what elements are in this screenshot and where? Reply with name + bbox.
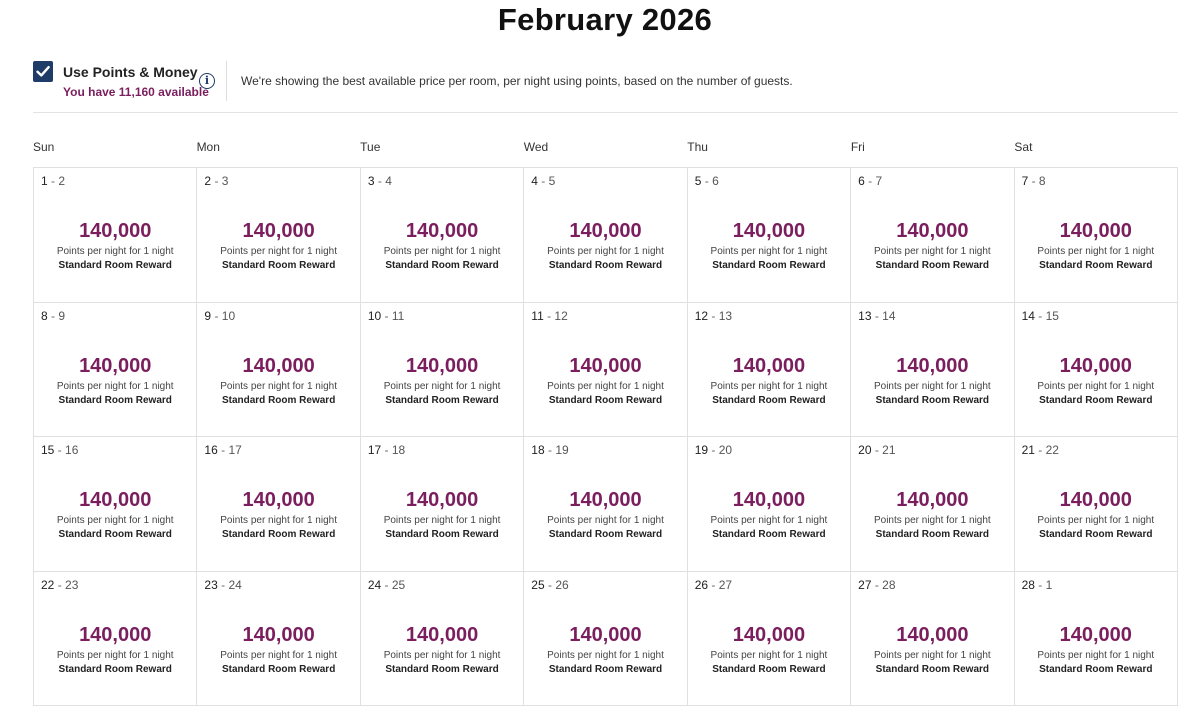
- room-type: Standard Room Reward: [875, 663, 990, 675]
- date-separator: -: [381, 308, 392, 323]
- check-out-date: 25: [391, 577, 406, 592]
- price-note: Points per night for 1 night: [1037, 515, 1155, 526]
- date-separator: -: [217, 443, 229, 457]
- price-note: Points per night for 1 night: [547, 515, 664, 526]
- room-type: Standard Room Reward: [58, 394, 172, 406]
- check-in-date: 16: [204, 443, 218, 457]
- points-price: 140,000: [732, 489, 806, 511]
- check-in-date: 27: [858, 577, 872, 592]
- price-note: Points per night for 1 night: [56, 649, 174, 661]
- calendar-day-cell[interactable]: [688, 572, 851, 707]
- points-price: 140,000: [732, 623, 806, 646]
- points-price: 140,000: [569, 489, 642, 511]
- calendar-day-cell[interactable]: [851, 303, 1014, 438]
- price-note: Points per night for 1 night: [383, 515, 501, 526]
- points-price: 140,000: [242, 489, 315, 511]
- weekday-sun: Sun: [33, 140, 55, 154]
- check-in-date: 9: [204, 308, 212, 323]
- date-range: [858, 174, 882, 188]
- room-type: Standard Room Reward: [58, 260, 172, 271]
- check-out-date: 15: [1045, 308, 1059, 323]
- date-separator: -: [544, 577, 556, 592]
- info-icon[interactable]: i: [199, 73, 215, 89]
- date-range: [1022, 174, 1046, 188]
- price-note: Points per night for 1 night: [547, 246, 664, 257]
- date-separator: -: [47, 174, 59, 188]
- calendar-day-cell[interactable]: [851, 572, 1014, 707]
- date-separator: -: [381, 577, 392, 592]
- points-price: 140,000: [405, 623, 479, 646]
- date-separator: -: [1034, 443, 1046, 457]
- room-type: Standard Room Reward: [712, 529, 826, 540]
- date-separator: -: [871, 443, 883, 457]
- points-price: 140,000: [79, 489, 152, 511]
- price-note: Points per night for 1 night: [710, 380, 828, 392]
- date-separator: -: [374, 174, 386, 188]
- price-note: Points per night for 1 night: [56, 515, 174, 526]
- price-note: Points per night for 1 night: [220, 380, 337, 392]
- points-available-text: You have 11,160 available: [63, 85, 209, 99]
- room-type: Standard Room Reward: [548, 529, 663, 540]
- date-separator: -: [708, 308, 719, 323]
- date-separator: -: [708, 577, 719, 592]
- check-out-date: 8: [1038, 174, 1046, 188]
- check-in-date: 8: [41, 308, 48, 323]
- room-type: Standard Room Reward: [1039, 394, 1153, 406]
- calendar-day-cell[interactable]: [197, 437, 360, 572]
- use-points-label[interactable]: Use Points & Money: [63, 64, 198, 80]
- room-type: Standard Room Reward: [712, 663, 826, 675]
- price-note: Points per night for 1 night: [56, 380, 174, 392]
- calendar-day-cell[interactable]: [197, 168, 360, 303]
- date-range: [204, 578, 241, 592]
- date-range: [1022, 443, 1059, 457]
- room-type: Standard Room Reward: [548, 394, 663, 406]
- points-price: 140,000: [1059, 489, 1132, 511]
- date-range: [41, 309, 65, 323]
- check-out-date: 10: [221, 308, 236, 323]
- price-note: Points per night for 1 night: [873, 380, 991, 392]
- points-price: 140,000: [79, 623, 152, 646]
- date-range: [204, 309, 235, 323]
- date-range: [368, 578, 405, 592]
- points-price: 140,000: [405, 354, 479, 377]
- calendar-day-cell[interactable]: [197, 572, 360, 707]
- check-in-date: 12: [694, 308, 709, 323]
- date-range: [368, 443, 405, 457]
- calendar-day-cell[interactable]: [688, 303, 851, 438]
- price-note: Points per night for 1 night: [383, 649, 501, 661]
- points-price: 140,000: [1059, 220, 1132, 242]
- check-out-date: 22: [1045, 443, 1059, 457]
- check-out-date: 27: [718, 577, 733, 592]
- check-out-date: 7: [875, 174, 883, 188]
- price-note: Points per night for 1 night: [710, 246, 828, 257]
- price-note: Points per night for 1 night: [547, 649, 664, 661]
- check-in-date: 1: [41, 174, 48, 188]
- points-price: 140,000: [732, 220, 806, 242]
- date-range: [368, 309, 405, 323]
- check-in-date: 18: [531, 443, 545, 457]
- calendar-day-cell[interactable]: [524, 437, 687, 572]
- date-range: [204, 174, 228, 188]
- date-separator: -: [211, 174, 222, 188]
- check-in-date: 11: [531, 308, 544, 323]
- points-price: 140,000: [405, 220, 479, 242]
- check-in-date: 25: [531, 577, 545, 592]
- date-range: [695, 174, 719, 188]
- check-out-date: 6: [712, 174, 719, 188]
- date-separator: -: [54, 577, 66, 592]
- check-out-date: 19: [555, 443, 569, 457]
- check-in-date: 7: [1021, 174, 1029, 188]
- calendar-day-cell[interactable]: [1015, 437, 1178, 572]
- price-note: Points per night for 1 night: [873, 649, 991, 661]
- check-in-date: 17: [367, 443, 382, 457]
- room-type: Standard Room Reward: [548, 260, 663, 271]
- date-separator: -: [871, 577, 883, 592]
- check-out-date: 13: [718, 308, 733, 323]
- check-in-date: 4: [531, 174, 538, 188]
- date-separator: -: [54, 443, 66, 457]
- weekday-sat: Sat: [1014, 140, 1033, 154]
- check-in-date: 24: [367, 577, 382, 592]
- check-out-date: 11: [391, 308, 405, 323]
- room-type: Standard Room Reward: [385, 394, 499, 406]
- calendar-day-cell[interactable]: [34, 572, 197, 707]
- price-note: Points per night for 1 night: [1037, 246, 1155, 257]
- date-range: [531, 174, 555, 188]
- check-out-date: 9: [58, 308, 66, 323]
- header-divider: [33, 112, 1178, 113]
- use-points-checkbox[interactable]: [33, 61, 53, 82]
- calendar-day-cell[interactable]: [1015, 572, 1178, 707]
- calendar-day-cell[interactable]: [361, 168, 524, 303]
- points-price: 140,000: [896, 354, 969, 377]
- check-out-date: 20: [718, 443, 733, 457]
- date-range: [41, 443, 78, 457]
- calendar-day-cell[interactable]: [361, 572, 524, 707]
- check-in-date: 5: [694, 174, 702, 188]
- date-range: [858, 443, 895, 457]
- date-range: [41, 174, 65, 188]
- check-out-date: 28: [882, 577, 896, 592]
- room-type: Standard Room Reward: [385, 260, 499, 271]
- room-type: Standard Room Reward: [875, 260, 990, 271]
- check-out-date: 18: [391, 443, 406, 457]
- check-out-date: 24: [228, 577, 242, 592]
- date-range: [41, 578, 78, 592]
- check-in-date: 6: [858, 174, 865, 188]
- check-in-date: 19: [694, 443, 709, 457]
- points-price: 140,000: [242, 623, 315, 646]
- date-separator: -: [864, 174, 876, 188]
- date-separator: -: [1034, 577, 1046, 592]
- points-price: 140,000: [569, 623, 642, 646]
- points-price: 140,000: [896, 623, 969, 646]
- points-price: 140,000: [1059, 623, 1132, 646]
- room-type: Standard Room Reward: [385, 529, 499, 540]
- check-in-date: 3: [367, 174, 375, 188]
- check-in-date: 13: [858, 308, 872, 323]
- points-price: 140,000: [732, 354, 806, 377]
- check-out-date: 16: [65, 443, 79, 457]
- points-price: 140,000: [79, 220, 152, 242]
- check-out-date: 1: [1045, 577, 1053, 592]
- calendar-day-cell[interactable]: [851, 168, 1014, 303]
- check-out-date: 26: [555, 577, 569, 592]
- price-note: Points per night for 1 night: [1037, 380, 1155, 392]
- points-price: 140,000: [896, 220, 969, 242]
- price-note: Points per night for 1 night: [873, 246, 991, 257]
- check-in-date: 22: [41, 577, 55, 592]
- calendar-day-cell[interactable]: [851, 437, 1014, 572]
- date-separator: -: [708, 443, 719, 457]
- calendar-day-cell[interactable]: [197, 303, 360, 438]
- points-price: 140,000: [242, 220, 315, 242]
- date-range: [1022, 578, 1053, 592]
- check-in-date: 2: [204, 174, 212, 188]
- calendar-day-cell[interactable]: [688, 168, 851, 303]
- date-separator: -: [1028, 174, 1039, 188]
- room-type: Standard Room Reward: [58, 529, 172, 540]
- points-price: 140,000: [405, 489, 479, 511]
- vertical-divider: [226, 61, 227, 101]
- price-note: Points per night for 1 night: [710, 515, 828, 526]
- calendar-day-cell[interactable]: [1015, 168, 1178, 303]
- date-range: [858, 578, 895, 592]
- room-type: Standard Room Reward: [712, 394, 826, 406]
- check-out-date: 23: [65, 577, 79, 592]
- check-in-date: 20: [858, 443, 872, 457]
- check-out-date: 5: [548, 174, 556, 188]
- calendar-day-cell[interactable]: [1015, 303, 1178, 438]
- check-out-date: 3: [221, 174, 229, 188]
- weekday-thu: Thu: [687, 140, 708, 154]
- points-price: 140,000: [569, 220, 642, 242]
- room-type: Standard Room Reward: [875, 529, 990, 540]
- points-price: 140,000: [79, 354, 152, 377]
- date-range: [204, 443, 241, 457]
- date-separator: -: [701, 174, 713, 188]
- price-note: Points per night for 1 night: [547, 380, 664, 392]
- date-range: [531, 443, 568, 457]
- check-in-date: 21: [1021, 443, 1035, 457]
- calendar-day-cell[interactable]: [524, 168, 687, 303]
- room-type: Standard Room Reward: [1039, 529, 1153, 540]
- check-in-date: 28: [1021, 577, 1035, 592]
- check-in-date: 14: [1021, 308, 1035, 323]
- calendar-grid: [33, 167, 1178, 706]
- calendar-day-cell[interactable]: [688, 437, 851, 572]
- price-note: Points per night for 1 night: [56, 246, 174, 257]
- room-type: Standard Room Reward: [221, 663, 336, 675]
- weekday-fri: Fri: [850, 140, 865, 154]
- room-type: Standard Room Reward: [221, 260, 336, 271]
- price-note: Points per night for 1 night: [220, 515, 337, 526]
- room-type: Standard Room Reward: [385, 663, 499, 675]
- date-separator: -: [537, 174, 549, 188]
- date-separator: -: [871, 308, 883, 323]
- points-price: 140,000: [242, 354, 315, 377]
- price-note: Points per night for 1 night: [220, 246, 337, 257]
- price-note: Points per night for 1 night: [1037, 649, 1155, 661]
- price-note: Points per night for 1 night: [383, 380, 501, 392]
- date-separator: -: [47, 308, 59, 323]
- check-out-date: 14: [882, 308, 896, 323]
- date-range: [695, 578, 732, 592]
- date-separator: -: [544, 443, 556, 457]
- calendar-day-cell[interactable]: [524, 303, 687, 438]
- calendar-day-cell[interactable]: [361, 437, 524, 572]
- room-type: Standard Room Reward: [1039, 260, 1153, 271]
- price-note: Points per night for 1 night: [383, 246, 501, 257]
- calendar-day-cell[interactable]: [34, 437, 197, 572]
- calendar-day-cell[interactable]: [34, 168, 197, 303]
- date-range: [695, 443, 732, 457]
- check-out-date: 17: [228, 443, 242, 457]
- room-type: Standard Room Reward: [875, 394, 990, 406]
- date-range: [368, 174, 392, 188]
- date-separator: -: [381, 443, 392, 457]
- check-out-date: 2: [58, 174, 66, 188]
- date-range: [858, 309, 895, 323]
- room-type: Standard Room Reward: [58, 663, 172, 675]
- date-range: [695, 309, 732, 323]
- weekday-mon: Mon: [196, 140, 220, 154]
- points-price: 140,000: [569, 354, 642, 377]
- date-range: [531, 578, 568, 592]
- price-note: Points per night for 1 night: [710, 649, 828, 661]
- check-in-date: 10: [367, 308, 382, 323]
- date-separator: -: [1034, 308, 1046, 323]
- price-note: Points per night for 1 night: [220, 649, 337, 661]
- check-out-date: 21: [882, 443, 896, 457]
- points-price: 140,000: [896, 489, 969, 511]
- price-note: Points per night for 1 night: [873, 515, 991, 526]
- check-out-date: 4: [385, 174, 392, 188]
- room-type: Standard Room Reward: [221, 529, 336, 540]
- room-type: Standard Room Reward: [221, 394, 336, 406]
- date-separator: -: [217, 577, 229, 592]
- month-title: February 2026: [497, 2, 713, 37]
- room-type: Standard Room Reward: [1039, 663, 1153, 675]
- room-type: Standard Room Reward: [548, 663, 663, 675]
- weekday-header-row: [33, 140, 1178, 156]
- check-in-date: 15: [41, 443, 55, 457]
- check-in-date: 23: [204, 577, 218, 592]
- check-in-date: 26: [694, 577, 709, 592]
- calendar-day-cell[interactable]: [34, 303, 197, 438]
- calendar-day-cell[interactable]: [361, 303, 524, 438]
- date-range: [1022, 309, 1059, 323]
- points-price: 140,000: [1059, 354, 1132, 377]
- check-out-date: 12: [554, 308, 568, 323]
- weekday-wed: Wed: [523, 140, 549, 154]
- date-separator: -: [543, 308, 555, 323]
- weekday-tue: Tue: [360, 140, 381, 154]
- date-separator: -: [211, 308, 222, 323]
- calendar-day-cell[interactable]: [524, 572, 687, 707]
- price-info-text: We're showing the best available price per room, per night using points, based on the number of guests.: [241, 74, 793, 88]
- room-type: Standard Room Reward: [712, 260, 826, 271]
- date-range: [531, 309, 568, 323]
- checkmark-icon: [36, 65, 50, 78]
